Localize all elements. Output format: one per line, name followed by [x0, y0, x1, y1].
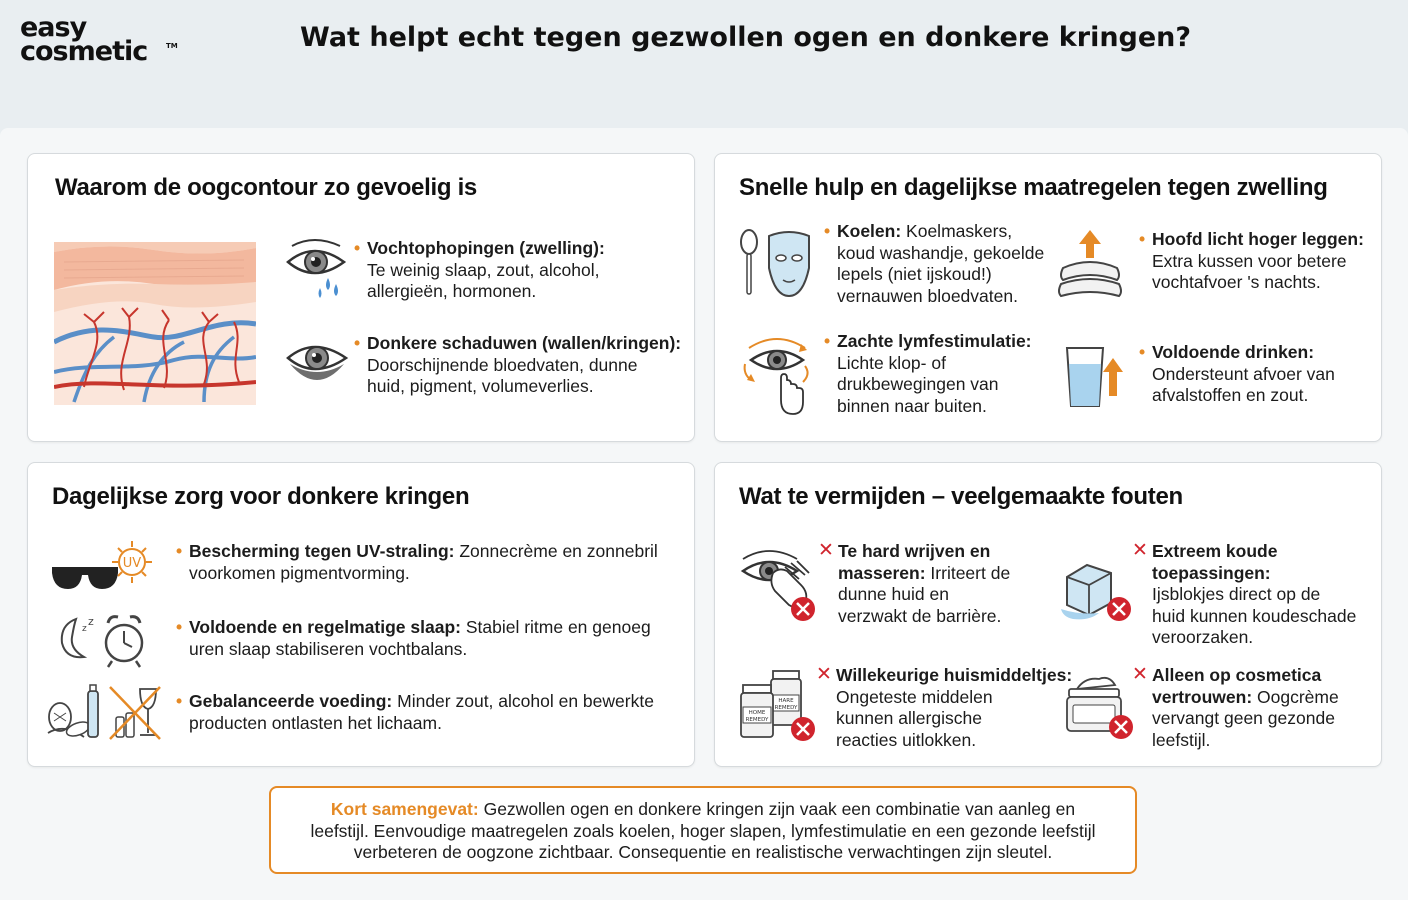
item-line: voorkomen pigmentvorming. — [189, 562, 410, 583]
item-term: Gebalanceerde voeding: — [189, 691, 393, 711]
item-term: Donkere schaduwen (wallen/kringen): — [367, 333, 682, 353]
item-line: lepels (niet ijskoud!) — [837, 264, 992, 284]
item-term: Bescherming tegen UV-straling: — [189, 541, 455, 561]
item-home-remedies — [816, 664, 1076, 751]
item-term: Extreem koude — [1152, 541, 1278, 561]
item-line: kunnen allergische — [836, 708, 982, 728]
jar-label: REMEDY — [774, 705, 798, 711]
item-fluid-retention — [354, 238, 687, 303]
logo-trademark: TM — [166, 42, 178, 50]
uv-label: UV — [122, 556, 142, 571]
item-only-cosmetics — [1132, 664, 1377, 751]
item-line: vervangt geen gezonde — [1152, 708, 1335, 728]
eye-rubbing-icon — [739, 547, 821, 625]
item-line: huid, pigment, volumeverlies. — [367, 376, 594, 396]
jar-label: REMEDY — [745, 717, 769, 723]
item-line: vochtafvoer 's nachts. — [1152, 272, 1321, 292]
header-band — [0, 0, 1408, 130]
item-line: vernauwen bloedvaten. — [837, 285, 1018, 306]
item-sleep — [176, 617, 689, 660]
item-term: Voldoende drinken: — [1152, 342, 1315, 362]
item-term: Voldoende en regelmatige slaap: — [189, 617, 461, 637]
logo-line-2: cosmetic — [20, 36, 148, 68]
home-remedy-jars-icon — [739, 669, 821, 743]
card-avoid-mistakes — [714, 462, 1382, 767]
item-line: verzwakt de barrière. — [838, 605, 1002, 626]
item-line: Ongeteste middelen — [836, 686, 993, 707]
item-uv-protection — [176, 541, 689, 584]
item-line: afvalstoffen en zout. — [1152, 385, 1309, 405]
item-line: reacties uitlokken. — [836, 729, 977, 750]
bullet-dot: • — [176, 617, 183, 637]
item-dark-shadows — [354, 333, 687, 398]
item-raise-head — [1139, 229, 1377, 294]
jar-label: HARE — [778, 698, 794, 704]
item-term: Te hard wrijven en — [838, 541, 991, 561]
x-mark-icon: ✕ — [1132, 540, 1148, 561]
item-line: Doorschijnende bloedvaten, dunne — [367, 354, 638, 375]
bullet-dot: • — [1139, 229, 1146, 249]
item-line: producten ontlasten het lichaam. — [189, 712, 442, 733]
item-line: Minder zout, alcohol en bewerkte — [392, 691, 654, 711]
item-term: toepassingen: — [1152, 562, 1271, 583]
item-line: Oogcrème — [1252, 686, 1339, 707]
item-line: Ondersteunt afvoer van — [1152, 363, 1335, 384]
item-extreme-cold — [1132, 540, 1377, 649]
bullet-dot: • — [354, 238, 361, 258]
item-line: koud washandje, gekoelde — [837, 242, 1045, 263]
x-mark-icon: ✕ — [816, 664, 832, 685]
eye-with-drops-icon — [284, 236, 350, 302]
item-drink-enough — [1139, 342, 1377, 407]
moon-alarm-clock-icon — [56, 609, 150, 669]
healthy-food-no-salt-alcohol-icon — [44, 683, 162, 743]
item-line: leefstijl. — [1152, 729, 1211, 750]
item-line: uren slaap stabiliseren vochtbalans. — [189, 638, 468, 659]
card-daily-care — [27, 462, 695, 767]
ice-cube-icon — [1059, 559, 1135, 625]
easycosmetic-logo[interactable] — [20, 12, 178, 68]
card-heading: Waarom de oogcontour zo gevoelig is — [55, 174, 477, 201]
item-term: Willekeurige huismiddeltjes: — [836, 665, 1073, 685]
item-line: huid kunnen koudeschade — [1152, 605, 1357, 626]
skin-layers-illustration — [54, 242, 256, 405]
item-term: masseren: — [838, 562, 926, 583]
summary-line: verbeteren de oogzone zichtbaar. Consequentie en realistische verwachtingen zijn sleutel. — [353, 842, 1053, 862]
item-line: drukbewegingen van — [837, 374, 999, 394]
spoon-and-cooling-mask-icon — [737, 228, 817, 300]
item-line: Ijsblokjes direct op de — [1152, 584, 1321, 604]
item-cooling — [824, 221, 1057, 307]
bullet-dot: • — [824, 331, 831, 351]
x-mark-icon: ✕ — [1132, 664, 1148, 685]
raised-pillow-icon — [1057, 230, 1123, 298]
item-term: Alleen op cosmetica — [1152, 665, 1322, 685]
item-line: allergieën, hormonen. — [367, 281, 537, 301]
summary-line: Gezwollen ogen en donkere kringen zijn vaak een combinatie van aanleg en — [478, 799, 1076, 819]
item-term: Koelen: — [837, 221, 902, 241]
summary-lead: Kort samengevat: — [330, 799, 479, 819]
bullet-dot: • — [824, 221, 831, 241]
bullet-dot: • — [176, 691, 183, 711]
bullet-dot: • — [1139, 342, 1146, 362]
lymph-massage-eye-icon — [741, 334, 813, 416]
sleep-z-small: z — [82, 624, 87, 634]
item-line: Koelmaskers, — [901, 221, 1013, 241]
card-heading: Dagelijkse zorg voor donkere kringen — [52, 483, 470, 510]
item-line: Extra kussen voor betere — [1152, 250, 1347, 271]
card-heading: Snelle hulp en dagelijkse maatregelen tegen zwelling — [739, 174, 1328, 201]
item-term: Vochtophopingen (zwelling): — [367, 238, 605, 258]
bullet-dot: • — [354, 333, 361, 353]
item-lymph-stimulation — [824, 331, 1057, 417]
item-line: Lichte klop- of — [837, 352, 946, 373]
item-line: Zonnecrème en zonnebril — [454, 541, 658, 561]
sunglasses-uv-icon — [50, 539, 162, 597]
item-term: vertrouwen: — [1152, 686, 1253, 707]
item-rubbing — [818, 540, 1038, 627]
bullet-dot: • — [176, 541, 183, 561]
eye-cream-jar-icon — [1063, 675, 1139, 741]
item-line: Te weinig slaap, zout, alcohol, — [367, 259, 600, 280]
jar-label: HOME — [748, 710, 766, 716]
item-line: dunne huid en — [838, 584, 949, 604]
item-term: Zachte lymfestimulatie: — [837, 331, 1032, 351]
item-line: Irriteert de — [925, 562, 1011, 583]
x-mark-icon: ✕ — [818, 540, 834, 561]
sleep-z-large: z — [88, 615, 94, 628]
page-title: Wat helpt echt tegen gezwollen ogen en donkere kringen? — [300, 22, 1192, 53]
item-line: Stabiel ritme en genoeg — [460, 617, 651, 637]
card-quick-help — [714, 153, 1382, 442]
item-balanced-diet — [176, 691, 689, 734]
eye-dark-circle-icon — [284, 334, 350, 394]
summary-box — [269, 786, 1137, 874]
item-line: binnen naar buiten. — [837, 395, 987, 416]
card-sensitive-eye-area — [27, 153, 695, 442]
water-glass-icon — [1063, 344, 1125, 410]
item-term: Hoofd licht hoger leggen: — [1152, 229, 1364, 249]
card-heading: Wat te vermijden – veelgemaakte fouten — [739, 483, 1183, 510]
logo-line-1: easy — [20, 12, 87, 43]
item-line: veroorzaken. — [1152, 627, 1254, 647]
summary-line: leefstijl. Eenvoudige maatregelen zoals koelen, hoger slapen, lymfestimulatie en een gezonde leefstijl — [310, 820, 1096, 841]
